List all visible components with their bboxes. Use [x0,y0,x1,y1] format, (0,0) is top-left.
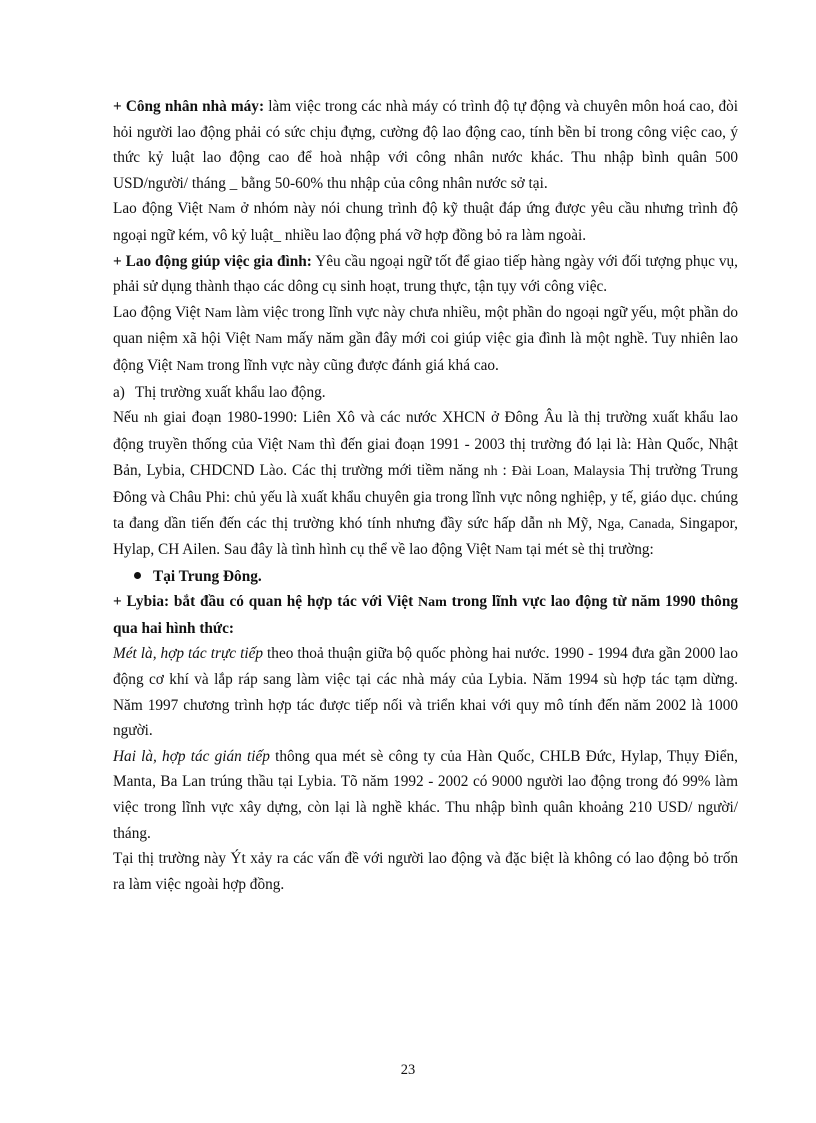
text: trong lĩnh vực lao động từ năm 1990 thông qua hai hình thức: [113,593,738,637]
section-heading [113,380,738,406]
text: Lao động Việt [113,303,205,321]
label-factory-workers: + Công nhân nhà máy: [113,98,265,115]
lead-indirect: Hai là, hợp tác gián tiếp [113,747,270,765]
page-number: 23 [400,1062,416,1078]
label-domestic-workers: + Lao động giúp việc gia đình: [113,252,312,270]
bullet-icon [134,572,141,579]
text-nam: Nam [495,543,523,559]
section-label: a) [113,383,125,401]
text: Tại thị trường này Ýt xảy ra các vấn đề với người lao động và đặc biệt là không có lao động bỏ trốn ra làm việc ngoài hợp đồng. [113,850,738,893]
text: Singapor, Hylap, CH Ailen. Sau đây là tình hình cụ thể về lao động Việt [113,514,738,559]
text: Thị trường Trung Đông và Châu Phi: chủ yếu là xuất khẩu chuyên gia trong lĩnh vực nông nghiệp, y tế, giáo dục. chúng ta đang dần tiến đến các thị trường khó tính nhưng đầy sức hấp dẫn [113,462,738,532]
paragraph-direct-cooperation [113,641,738,743]
text-factory-workers: làm việc trong các nhà máy có trình độ tự động và chuyên môn hoá cao, đòi hỏi người lao động phải có sức chịu đựng, cường độ lao động cao, tính bền bỉ trong công việc cao, ý thức kỷ luật lao động cao để hoà nhập với công nhân nước khác. Thu nhập bình quân 500 USD/người/ tháng _ bằng 50-60% thu nhập của công nhân nước sở tại. [113,98,738,192]
text: làm việc trong lĩnh vực này chưa nhiều, một phần do ngoại ngữ yếu, một phần do quan niệm xã hội Việt [113,303,738,348]
text-russia-canada: Nga, Canada, [597,516,675,532]
text: thông qua mét sè công ty của Hàn Quốc, CHLB Đức, Hylap, Thụy Điển, Manta, Ba Lan trúng thầu tại Lybia. Tõ năm 1992 - 2002 có 9000 người lao động trong đó 99% làm việc trong lĩnh vực xây dựng, còn lại là nghề khác. Thu nhập bình quân khoảng 210 USD/ người/ tháng. [113,747,738,842]
text: Mỹ, [562,514,598,532]
text: Nếu [113,409,144,427]
text-nam: Nam [255,332,283,348]
text-nh: nh [483,464,498,480]
text: thì đến giai đoạn 1991 - 2003 thị trường đó lại là: Hàn Quốc, Nhật Bản, Lybia, CHDCND Lào. Các thị trường mới tiềm năng [113,435,738,480]
text-nh: nh [143,411,158,427]
paragraph-lybia [113,589,738,641]
text: giai đoạn 1980-1990: Liên Xô và các nước XHCN ở Đông Âu là thị trường xuất khẩu lao động truyền thống của Việt [113,409,738,453]
document-page [113,94,738,897]
paragraph-vn-workers-group [113,196,738,248]
paragraph-factory-workers [113,94,738,196]
bullet-middle-east [113,564,738,590]
text: ở nhóm này nói chung trình độ kỹ thuật đáp ứng được yêu cầu nhưng trình độ ngoại ngữ kém, vô kỷ luật_ nhiều lao động phá vỡ hợp đồng bỏ ra làm ngoài. [113,200,738,244]
paragraph-vn-domestic [113,300,738,380]
paragraph-domestic-workers [113,249,738,300]
text: theo thoả thuận giữa bộ quốc phòng hai nước. 1990 - 1994 đưa gần 2000 lao động cơ khí và lắp ráp sang làm việc tại các nhà máy của Lybia. Năm 1994 sù hợp tác tạm dừng. Năm 1997 chương trình hợp tác được tiếp nối và triển khai với quy mô tính đến năm 2002 là 1000 người. [113,645,738,740]
text: tại mét sè thị trường: [522,541,654,559]
bullet-title: Tại Trung Đông. [153,567,262,585]
paragraph-conclusion [113,846,738,897]
text: trong lĩnh vực này cũng được đánh giá khá cao. [203,356,499,374]
paragraph-markets [113,405,738,564]
text-nam: Nam [287,437,315,453]
text-nam: Nam [204,305,232,321]
text-nam: Nam [208,202,236,218]
text-domestic-workers: Yêu cầu ngoại ngữ tốt để giao tiếp hàng ngày với đối tượng phục vụ, phải sử dụng thành thạo các dông cụ sinh hoạt, trung thực, tận tụy với công việc. [113,252,739,296]
text: mấy năm gần đây mới coi giúp việc gia đình là một nghề. Tuy nhiên lao động Việt [113,330,738,374]
text-taiwan-malaysia: Đài Loan, Malaysia [511,464,625,480]
text-nam: Nam [418,595,447,611]
lead-direct: Mét là, hợp tác trực tiếp [113,645,264,663]
text: + Lybia: bắt đầu có quan hệ hợp tác với Việt [113,593,419,611]
paragraph-indirect-cooperation [113,744,738,846]
text: : [497,462,512,480]
text-nh: nh [548,516,563,532]
section-title: Thị trường xuất khẩu lao động. [135,383,326,401]
text: Lao động Việt [113,200,209,218]
text-nam: Nam [176,358,204,374]
